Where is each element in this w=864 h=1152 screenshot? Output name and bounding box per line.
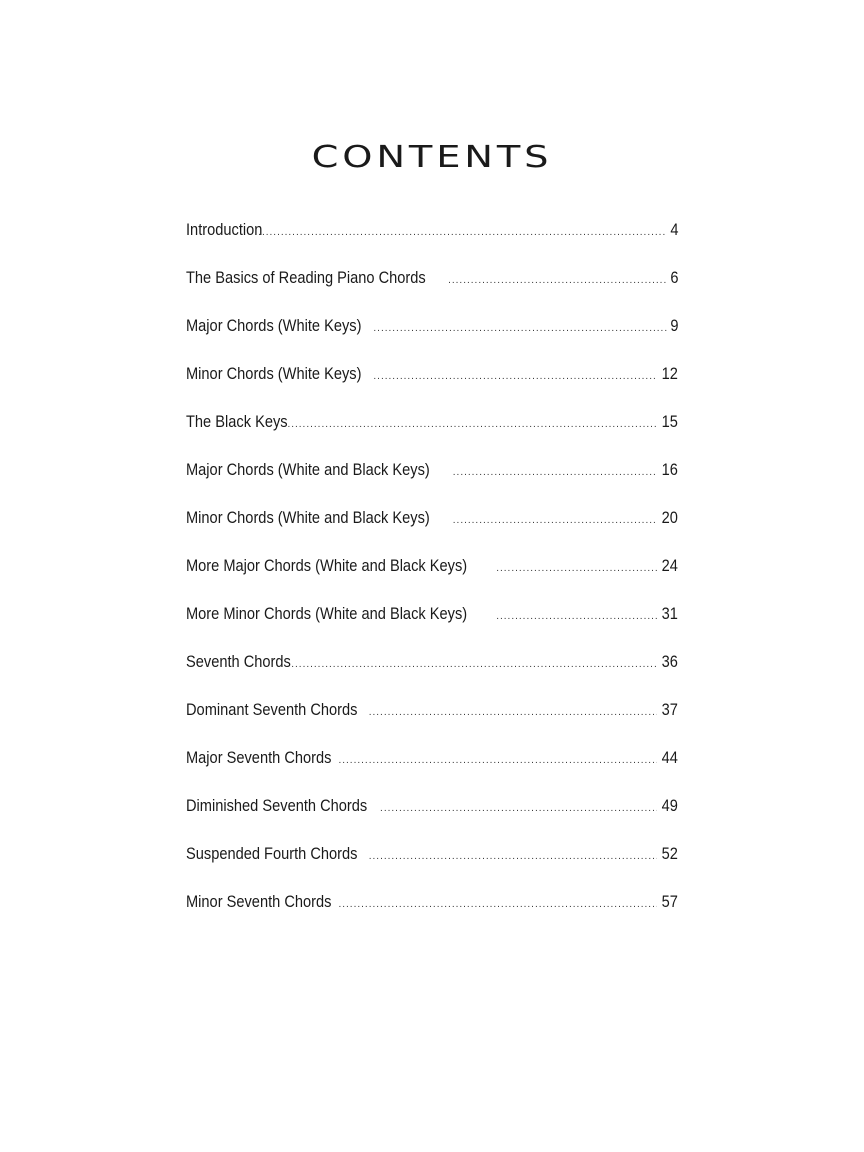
toc-dot-leader <box>369 707 657 718</box>
toc-entry-label: Minor Chords (White and Black Keys) <box>186 508 430 527</box>
toc-page-number: 6 <box>669 268 678 287</box>
toc-entry-major-white[interactable] <box>186 316 678 364</box>
toc-entry-more-major[interactable] <box>186 556 678 604</box>
toc-page-number: 4 <box>669 220 678 239</box>
toc-page-number: 37 <box>661 700 678 719</box>
toc-dot-leader <box>258 227 666 238</box>
toc-page-number: 57 <box>661 892 678 911</box>
toc-entry-introduction[interactable] <box>186 220 678 268</box>
page-title: CONTENTS <box>311 140 553 175</box>
toc-dot-leader <box>380 803 657 814</box>
toc-page-number: 31 <box>661 604 678 623</box>
toc-page-number: 49 <box>661 796 678 815</box>
toc-entry-basics[interactable] <box>186 268 678 316</box>
toc-entry-label: Major Chords (White and Black Keys) <box>186 460 430 479</box>
toc-entry-minor-seventh[interactable] <box>186 892 678 940</box>
toc-entry-label: Minor Seventh Chords <box>186 892 332 911</box>
toc-dot-leader <box>338 899 657 910</box>
toc-entry-label: More Minor Chords (White and Black Keys) <box>186 604 468 623</box>
toc-dot-leader <box>496 611 657 622</box>
toc-entry-label: More Major Chords (White and Black Keys) <box>186 556 468 575</box>
table-of-contents <box>186 220 678 940</box>
toc-entry-label: Major Seventh Chords <box>186 748 332 767</box>
toc-entry-label: Suspended Fourth Chords <box>186 844 358 863</box>
toc-page-number: 44 <box>661 748 678 767</box>
toc-entry-black-keys[interactable] <box>186 412 678 460</box>
toc-entry-minor-white[interactable] <box>186 364 678 412</box>
toc-page-number: 20 <box>661 508 678 527</box>
toc-page-number: 15 <box>661 412 678 431</box>
toc-entry-seventh[interactable] <box>186 652 678 700</box>
toc-entry-label: Minor Chords (White Keys) <box>186 364 362 383</box>
toc-dot-leader <box>496 563 657 574</box>
toc-entry-diminished-seventh[interactable] <box>186 796 678 844</box>
toc-entry-label: The Black Keys <box>186 412 288 431</box>
toc-page-number: 52 <box>661 844 678 863</box>
toc-page-number: 12 <box>661 364 678 383</box>
toc-entry-more-minor[interactable] <box>186 604 678 652</box>
toc-entry-major-seventh[interactable] <box>186 748 678 796</box>
toc-dot-leader <box>369 851 657 862</box>
toc-entry-label: Diminished Seventh Chords <box>186 796 368 815</box>
toc-entry-label: Seventh Chords <box>186 652 291 671</box>
toc-dot-leader <box>373 323 666 334</box>
toc-entry-label: Introduction <box>186 220 263 239</box>
toc-dot-leader <box>338 755 657 766</box>
toc-dot-leader <box>287 419 657 430</box>
toc-dot-leader <box>453 515 657 526</box>
toc-entry-minor-white-black[interactable] <box>186 508 678 556</box>
toc-entry-major-white-black[interactable] <box>186 460 678 508</box>
toc-entry-dominant-seventh[interactable] <box>186 700 678 748</box>
toc-entry-suspended-fourth[interactable] <box>186 844 678 892</box>
toc-dot-leader <box>373 371 657 382</box>
toc-page-number: 9 <box>669 316 678 335</box>
toc-page-number: 24 <box>661 556 678 575</box>
toc-dot-leader <box>291 659 657 670</box>
toc-dot-leader <box>448 275 666 286</box>
toc-page-number: 36 <box>661 652 678 671</box>
toc-entry-label: The Basics of Reading Piano Chords <box>186 268 426 287</box>
toc-entry-label: Dominant Seventh Chords <box>186 700 358 719</box>
toc-dot-leader <box>453 467 657 478</box>
toc-entry-label: Major Chords (White Keys) <box>186 316 362 335</box>
toc-page-number: 16 <box>661 460 678 479</box>
